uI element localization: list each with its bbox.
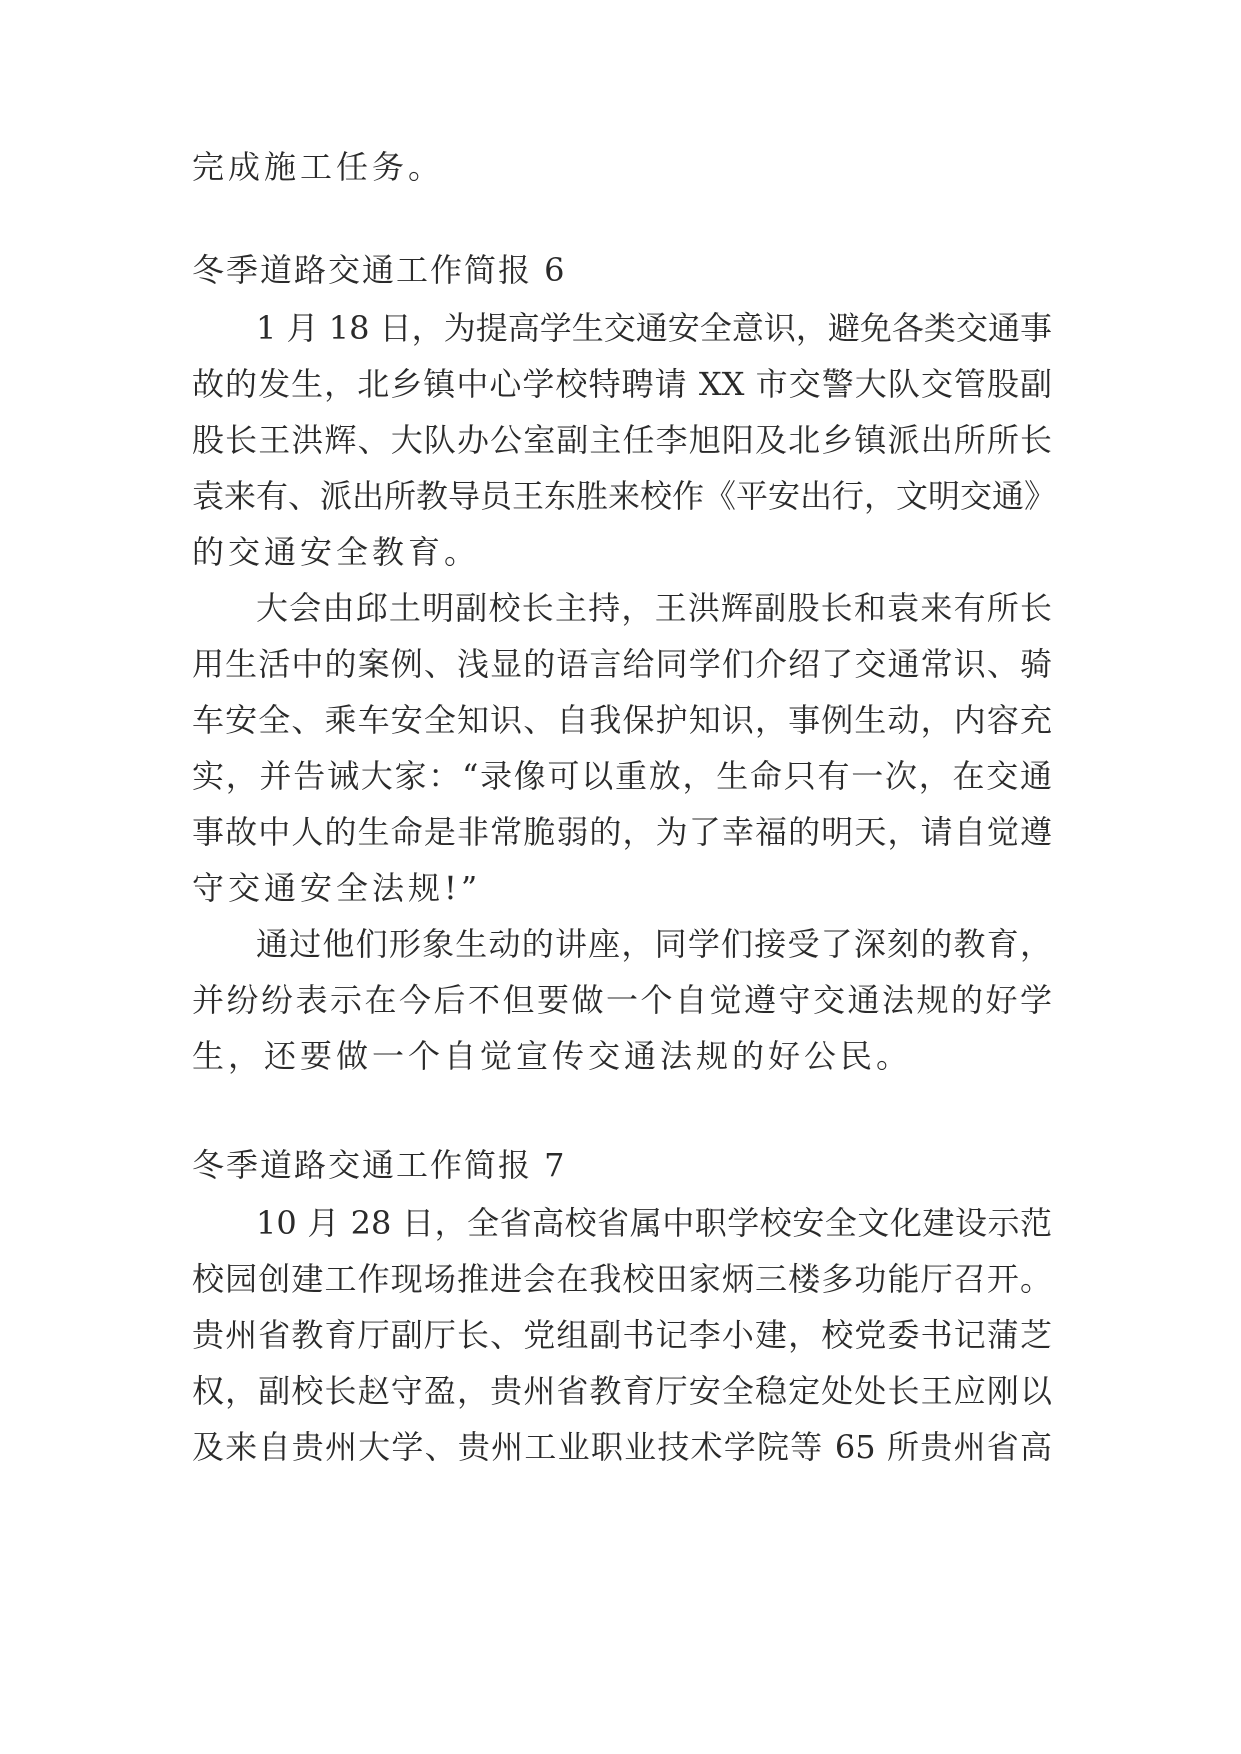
s6-p1-line-5: 的交通安全教育。: [192, 533, 481, 571]
s6-p2-line-5: 事故中人的生命是非常脆弱的，为了幸福的明天，请自觉遵: [192, 813, 1052, 851]
section-6-title: 冬季道路交通工作简报 6: [192, 251, 567, 289]
s7-p1-line-1: 10 月 28 日，全省高校省属中职学校安全文化建设示范: [256, 1204, 1052, 1242]
s7-p1-line-4: 权，副校长赵守盈，贵州省教育厅安全稳定处处长王应刚以: [192, 1372, 1052, 1410]
s6-p1-line-1: 1 月 18 日，为提高学生交通安全意识，避免各类交通事: [256, 309, 1052, 347]
s6-p2-line-4: 实，并告诫大家：“录像可以重放，生命只有一次，在交通: [192, 757, 1052, 795]
s6-p3-line-2: 并纷纷表示在今后不但要做一个自觉遵守交通法规的好学: [192, 981, 1052, 1019]
s6-p2-line-1: 大会由邱土明副校长主持，王洪辉副股长和袁来有所长: [256, 589, 1052, 627]
intro-line: 完成施工任务。: [192, 148, 445, 186]
s6-p3-line-1: 通过他们形象生动的讲座，同学们接受了深刻的教育，: [256, 925, 1052, 963]
s7-p1-line-2: 校园创建工作现场推进会在我校田家炳三楼多功能厅召开。: [192, 1260, 1052, 1298]
s7-p1-line-5: 及来自贵州大学、贵州工业职业技术学院等 65 所贵州省高: [192, 1428, 1052, 1466]
s6-p1-line-2: 故的发生，北乡镇中心学校特聘请 XX 市交警大队交管股副: [192, 365, 1052, 403]
s6-p2-line-2: 用生活中的案例、浅显的语言给同学们介绍了交通常识、骑: [192, 645, 1052, 683]
s6-p2-line-6: 守交通安全法规!”: [192, 869, 482, 907]
s6-p3-line-3: 生，还要做一个自觉宣传交通法规的好公民。: [192, 1037, 913, 1075]
section-7-title: 冬季道路交通工作简报 7: [192, 1146, 567, 1184]
s6-p2-line-3: 车安全、乘车安全知识、自我保护知识，事例生动，内容充: [192, 701, 1052, 739]
s6-p1-line-3: 股长王洪辉、大队办公室副主任李旭阳及北乡镇派出所所长: [192, 421, 1052, 459]
s6-p1-line-4: 袁来有、派出所教导员王东胜来校作《平安出行，文明交通》: [192, 477, 1057, 515]
s7-p1-line-3: 贵州省教育厅副厅长、党组副书记李小建，校党委书记蒲芝: [192, 1316, 1052, 1354]
